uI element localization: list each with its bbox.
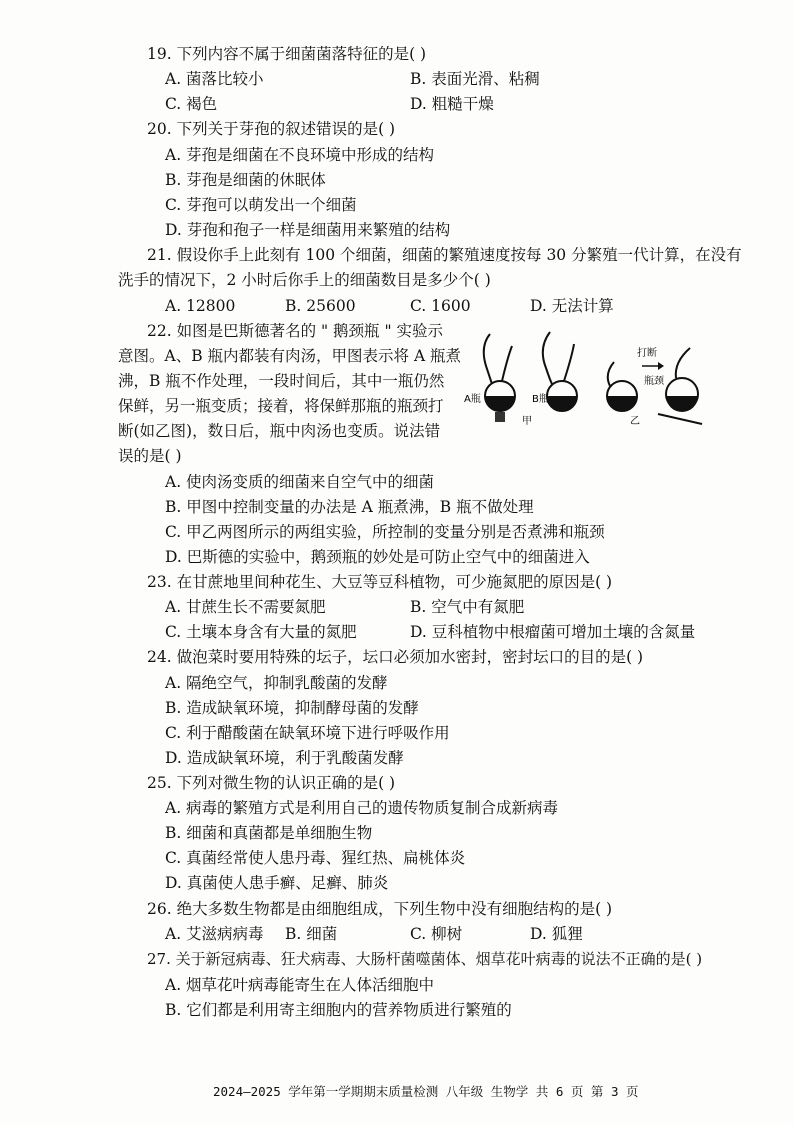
q25-option-c: C. 真菌经常使人患丹毒、猩红热、扁桃体炎	[165, 849, 466, 867]
question-26-stem: 26. 绝大多数生物都是由细胞组成，下列生物中没有细胞结构的是( )	[147, 900, 613, 918]
flask-a-neck	[484, 334, 492, 384]
question-22-stem-line3: 沸，B 瓶不作处理，一段时间后，其中一瓶仍然	[118, 372, 445, 390]
label-break: 打断	[637, 348, 657, 359]
label-flask-b: B瓶	[532, 394, 549, 405]
q20-option-c: C. 芽孢可以萌发出一个细菌	[165, 196, 357, 214]
q23-option-b: B. 空气中有氮肥	[410, 598, 525, 616]
q20-option-d: D. 芽孢和孢子一样是细菌用来繁殖的结构	[165, 221, 451, 239]
q27-option-b: B. 它们都是利用寄主细胞内的营养物质进行繁殖的	[165, 1001, 512, 1019]
q22-option-c: C. 甲乙两图所示的两组实验，所控制的变量分别是否煮沸和瓶颈	[165, 523, 605, 541]
q26-option-c: C. 柳树	[410, 925, 463, 943]
question-24-stem: 24. 做泡菜时要用特殊的坛子，坛口必须加水密封，密封坛口的目的是( )	[147, 648, 644, 666]
q23-option-d: D. 豆科植物中根瘤菌可增加土壤的含氮量	[410, 623, 696, 641]
question-20-stem: 20. 下列关于芽孢的叙述错误的是( )	[147, 120, 396, 138]
burner-icon	[495, 412, 505, 422]
question-22-stem-line1: 22. 如图是巴斯德著名的 " 鹅颈瓶 " 实验示	[147, 322, 444, 340]
q24-option-d: D. 造成缺氧环境，利于乳酸菌发酵	[165, 749, 404, 767]
swan-neck-flask-figure	[462, 326, 712, 434]
q27-option-a: A. 烟草花叶病毒能寄生在人体活细胞中	[165, 976, 435, 994]
q21-option-a: A. 12800	[165, 297, 236, 315]
q26-option-d: D. 狐狸	[530, 925, 583, 943]
q19-option-d: D. 粗糙干燥	[410, 95, 494, 113]
label-jia: 甲	[522, 416, 532, 427]
question-22-stem-line5: 断(如乙图)，数日后，瓶中肉汤也变质。说法错	[118, 422, 441, 440]
question-23-stem: 23. 在甘蔗地里间种花生、大豆等豆科植物，可少施氮肥的原因是( )	[147, 573, 613, 591]
q19-option-a: A. 菌落比较小	[165, 70, 264, 88]
q26-option-b: B. 细菌	[285, 925, 338, 943]
question-22-stem-line2: 意图。A、B 瓶内都装有肉汤，甲图表示将 A 瓶煮	[118, 347, 462, 365]
q24-option-b: B. 造成缺氧环境，抑制酵母菌的发酵	[165, 699, 419, 717]
q25-option-d: D. 真菌使人患手癣、足癣、肺炎	[165, 874, 389, 892]
q22-option-b: B. 甲图中控制变量的办法是 A 瓶煮沸，B 瓶不做处理	[165, 498, 534, 516]
flask-diagram	[462, 326, 712, 434]
q19-option-b: B. 表面光滑、粘稠	[410, 70, 540, 88]
question-27-stem: 27. 关于新冠病毒、狂犬病毒、大肠杆菌噬菌体、烟草花叶病毒的说法不正确的是( )	[147, 950, 703, 968]
q20-option-a: A. 芽孢是细菌在不良环境中形成的结构	[165, 146, 435, 164]
label-yi: 乙	[630, 416, 640, 427]
q23-option-a: A. 甘蔗生长不需要氮肥	[165, 598, 326, 616]
q21-option-c: C. 1600	[410, 297, 471, 315]
q23-option-c: C. 土壤本身含有大量的氮肥	[165, 623, 357, 641]
q22-option-d: D. 巴斯德的实验中，鹅颈瓶的妙处是可防止空气中的细菌进入	[165, 548, 590, 566]
question-22-stem-line4: 保鲜，另一瓶变质；接着，将保鲜那瓶的瓶颈打	[118, 397, 444, 415]
question-21-stem-line1: 21. 假设你手上此刻有 100 个细菌，细菌的繁殖速度按每 30 分繁殖一代计算，在没有	[147, 246, 742, 264]
q24-option-a: A. 隔绝空气，抑制乳酸菌的发酵	[165, 674, 388, 692]
page-footer: 2024—2025 学年第一学期期末质量检测 八年级 生物学 共 6 页 第 3 页	[213, 1084, 639, 1099]
flask-b-neck	[543, 332, 552, 384]
q19-option-c: C. 褐色	[165, 95, 218, 113]
q20-option-b: B. 芽孢是细菌的休眠体	[165, 171, 326, 189]
question-21-stem-line2: 洗手的情况下，2 小时后你手上的细菌数目是多少个( )	[118, 271, 491, 289]
label-neck: 瓶颈	[644, 376, 664, 387]
q26-option-a: A. 艾滋病病毒	[165, 925, 264, 943]
q21-option-d: D. 无法计算	[530, 297, 614, 315]
question-25-stem: 25. 下列对微生物的认识正确的是( )	[147, 774, 396, 792]
q25-option-a: A. 病毒的繁殖方式是利用自己的遗传物质复制合成新病毒	[165, 799, 559, 817]
question-19-stem: 19. 下列内容不属于细菌菌落特征的是( )	[147, 45, 427, 63]
q24-option-c: C. 利于醋酸菌在缺氧环境下进行呼吸作用	[165, 724, 450, 742]
q21-option-b: B. 25600	[285, 297, 356, 315]
q22-option-a: A. 使肉汤变质的细菌来自空气中的细菌	[165, 473, 435, 491]
broken-neck-tube	[658, 414, 702, 424]
label-flask-a: A瓶	[464, 394, 481, 405]
question-22-stem-line6: 误的是( )	[118, 447, 182, 465]
q25-option-b: B. 细菌和真菌都是单细胞生物	[165, 824, 373, 842]
